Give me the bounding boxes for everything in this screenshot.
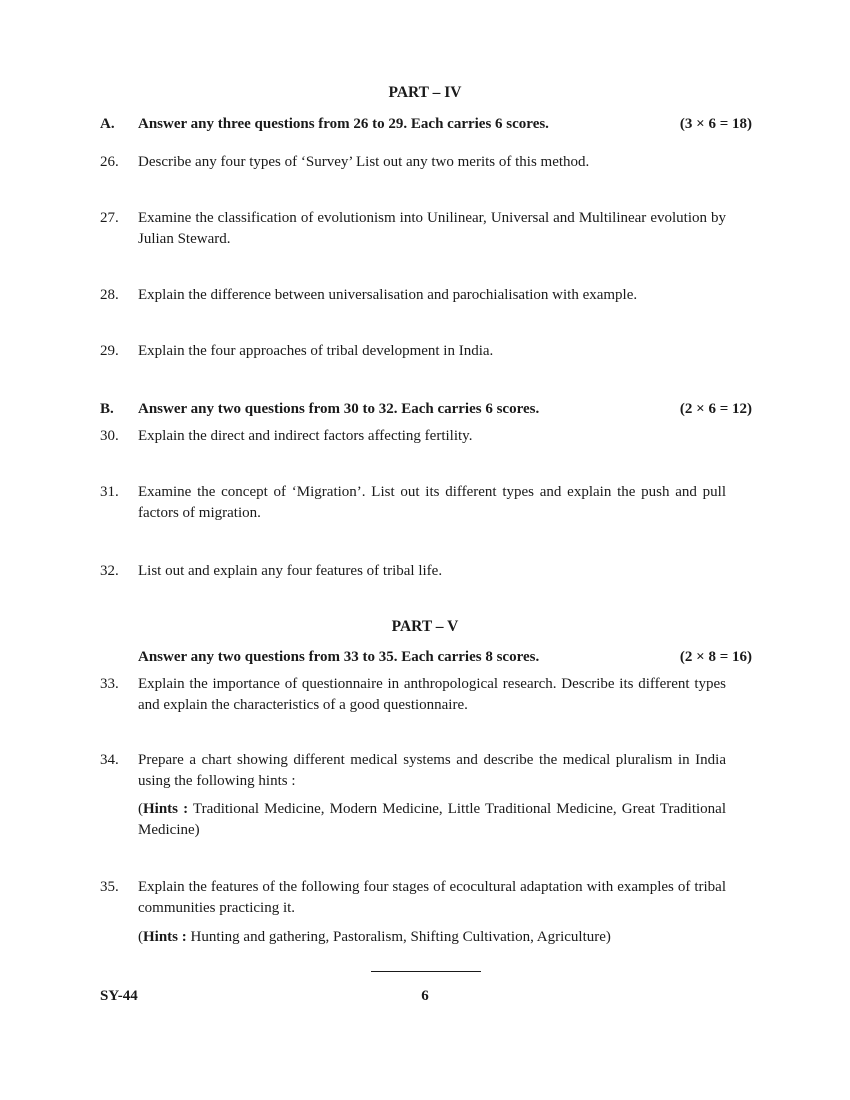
question-number: 32.: [100, 563, 119, 579]
hint-open-paren: (: [138, 801, 143, 817]
hint-label: Hints :: [143, 801, 189, 817]
question-number: 33.: [100, 676, 119, 692]
question-text: Examine the concept of ‘Migration’. List out its different types and explain the push and pull factors of migration.: [138, 484, 726, 521]
question-text: Prepare a chart showing different medical systems and describe the medical pluralism in India using the following hints :: [138, 752, 726, 789]
section-a-text: Answer any three questions from 26 to 29. Each carries 6 scores.: [138, 116, 549, 132]
section-b-score: (2 × 6 = 12): [679, 401, 752, 417]
part-iv-heading: PART – IV: [388, 84, 462, 101]
question-number: 29.: [100, 343, 119, 359]
section-b-letter: B.: [100, 401, 114, 417]
question-35-hints: [138, 927, 726, 948]
question-26: [100, 152, 726, 173]
hint-open-paren: (: [138, 929, 143, 945]
hint-text: Hunting and gathering, Pastoralism, Shifting Cultivation, Agriculture): [186, 929, 611, 945]
section-b-text: Answer any two questions from 30 to 32. Each carries 6 scores.: [138, 401, 540, 417]
question-text: Explain the four approaches of tribal development in India.: [138, 343, 494, 359]
question-27: [100, 208, 726, 250]
question-number: 28.: [100, 287, 119, 303]
question-34-hints: [138, 799, 726, 841]
question-number: 27.: [100, 210, 119, 226]
question-text: Explain the features of the following four stages of ecocultural adaptation with examples of tribal communities practicing it.: [138, 879, 726, 916]
question-number: 34.: [100, 752, 119, 768]
question-text: Explain the difference between universalisation and parochialisation with example.: [138, 287, 638, 303]
question-number: 26.: [100, 154, 119, 170]
question-32: [100, 561, 726, 582]
question-text: Examine the classification of evolutionism into Unilinear, Universal and Multilinear evolution by Julian Steward.: [138, 210, 726, 247]
question-number: 30.: [100, 428, 119, 444]
part-v-heading: PART – V: [391, 618, 459, 635]
question-30: [100, 426, 726, 447]
paper-code: SY-44: [100, 988, 138, 1004]
section-a-letter: A.: [100, 116, 115, 132]
question-text: Explain the importance of questionnaire in anthropological research. Describe its different types and explain the characteristics of a good questionnaire.: [138, 676, 726, 713]
question-text: Explain the direct and indirect factors affecting fertility.: [138, 428, 473, 444]
question-35: [100, 877, 726, 919]
part-v-text: Answer any two questions from 33 to 35. Each carries 8 scores.: [138, 649, 540, 665]
question-33: [100, 674, 726, 716]
part-v-score: (2 × 8 = 16): [679, 649, 752, 665]
question-31: [100, 482, 726, 524]
question-34: [100, 750, 726, 792]
end-divider: [371, 971, 481, 972]
page-number: 6: [421, 988, 429, 1004]
question-29: [100, 341, 726, 362]
question-text: Describe any four types of ‘Survey’ List out any two merits of this method.: [138, 154, 590, 170]
question-number: 35.: [100, 879, 119, 895]
question-text: List out and explain any four features of tribal life.: [138, 563, 443, 579]
question-number: 31.: [100, 484, 119, 500]
hint-text: Traditional Medicine, Modern Medicine, Little Traditional Medicine, Great Traditional Medicine): [138, 801, 726, 838]
question-28: [100, 285, 726, 306]
hint-label: Hints :: [143, 929, 187, 945]
section-a-score: (3 × 6 = 18): [679, 116, 752, 132]
